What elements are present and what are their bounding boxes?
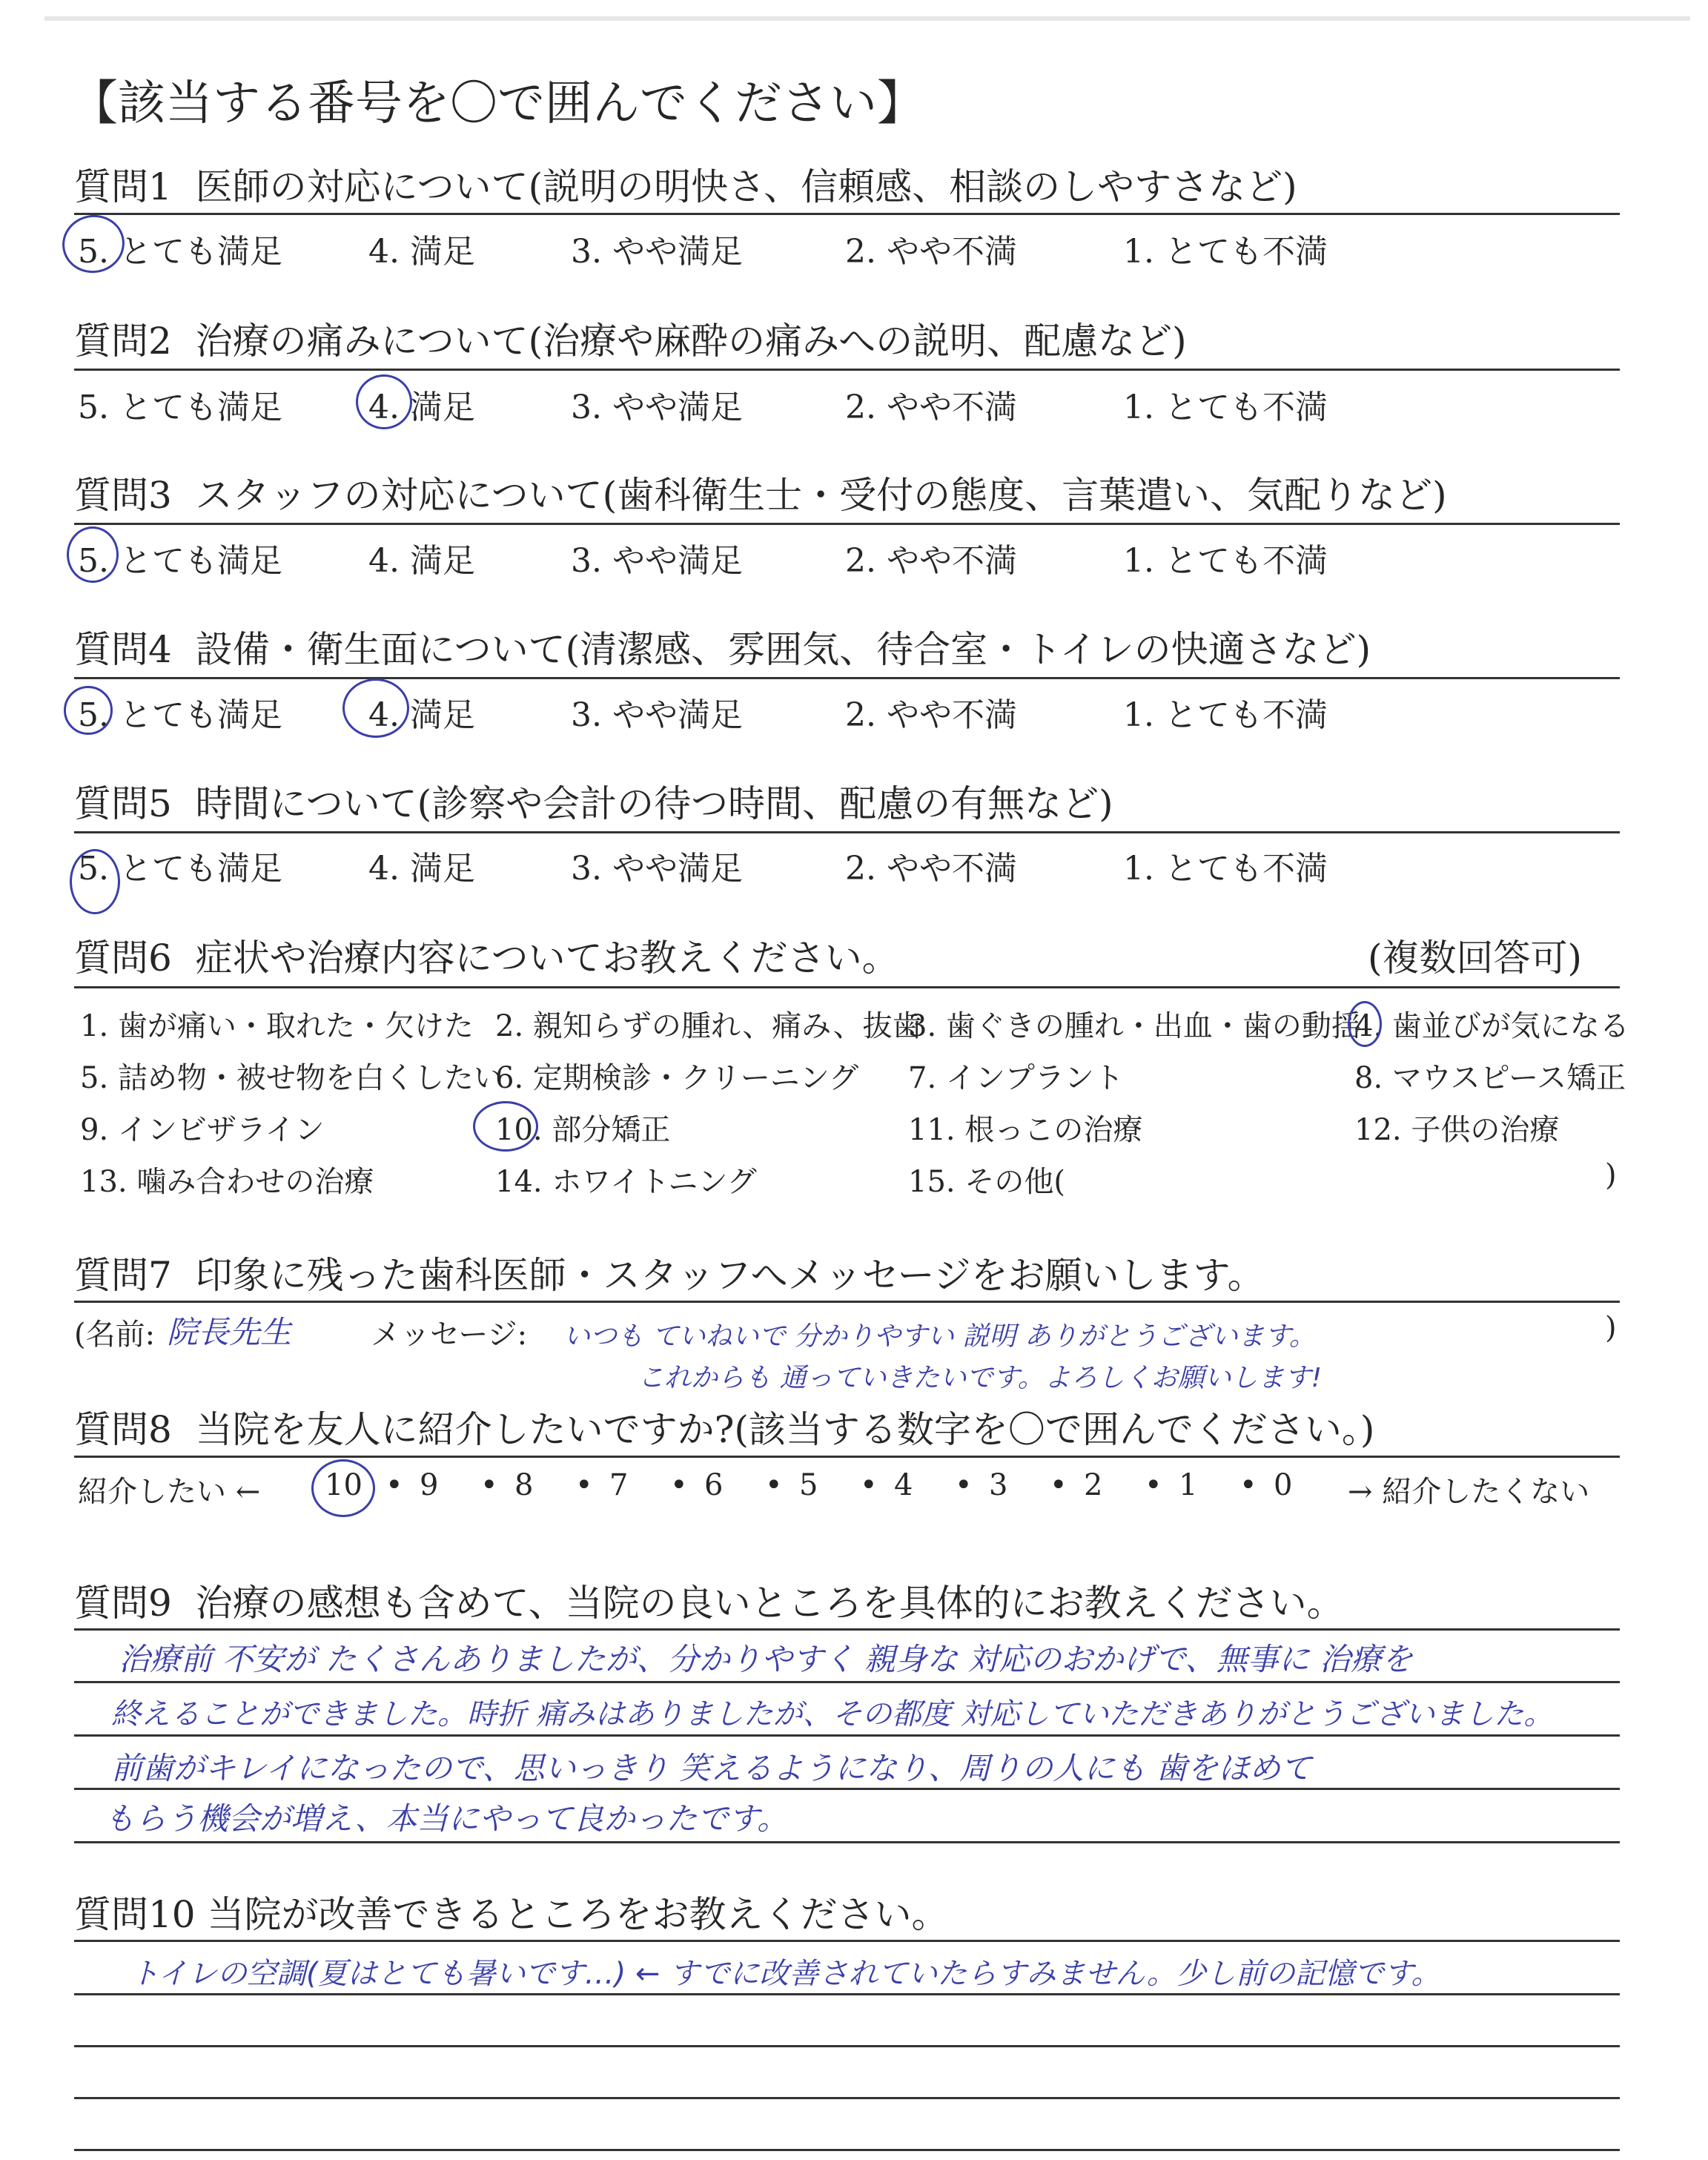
q8-scale-separator: •: [480, 1468, 498, 1502]
q10-text: 当院が改善できるところをお教えください。: [207, 1893, 949, 1936]
q6-item-10[interactable]: 10. 部分矯正: [495, 1113, 671, 1147]
q8-scale-5[interactable]: 5: [799, 1468, 818, 1502]
q8-label: 質問8: [74, 1408, 172, 1451]
q5-label: 質問5: [74, 782, 172, 825]
q7-close-paren: ): [1605, 1311, 1617, 1345]
q8-selection-circle: [311, 1459, 375, 1517]
q3-option-3[interactable]: 3. やや満足: [571, 542, 743, 580]
q2-option-2[interactable]: 2. やや不満: [845, 389, 1017, 426]
q10-rule-0: [74, 1940, 1620, 1942]
q7-message-line-2: これからも 通っていきたいです。よろしくお願いします!: [638, 1363, 1322, 1393]
q8-left-label: 紹介したい ←: [78, 1475, 261, 1509]
q8-scale-separator: •: [955, 1468, 973, 1502]
q8-heading: [74, 1400, 1374, 1453]
q6-item-6[interactable]: 6. 定期検診・クリーニング: [495, 1061, 859, 1095]
q2-label: 質問2: [74, 320, 172, 363]
q6-rule: [74, 986, 1620, 988]
q4-selection-circle-5: [64, 686, 113, 735]
q7-message-line-1: いつも ていねいで 分かりやすい 説明 ありがとうございます。: [563, 1321, 1316, 1352]
q6-text: 症状や治療内容についてお教えください。: [195, 937, 899, 980]
q9-rule-0: [74, 1628, 1620, 1631]
q3-option-4[interactable]: 4. 満足: [368, 542, 475, 580]
q5-rule: [74, 831, 1620, 833]
q6-item-12[interactable]: 12. 子供の治療: [1354, 1113, 1560, 1147]
q8-scale-separator: •: [670, 1468, 688, 1502]
q8-scale-separator: •: [385, 1468, 403, 1502]
q1-text: 医師の対応について(説明の明快さ、信頼感、相談のしやすさなど): [195, 165, 1297, 208]
q3-label: 質問3: [74, 474, 172, 517]
q1-option-5[interactable]: 5. とても満足: [78, 233, 282, 271]
q3-heading: [74, 466, 1447, 519]
q2-option-5[interactable]: 5. とても満足: [78, 389, 282, 426]
q8-scale-3[interactable]: 3: [989, 1468, 1008, 1502]
q8-scale-8[interactable]: 8: [514, 1468, 534, 1502]
q4-label: 質問4: [74, 628, 172, 671]
q7-text: 印象に残った歯科医師・スタッフへメッセージをお願いします。: [195, 1254, 1265, 1297]
q8-scale-9[interactable]: 9: [420, 1468, 439, 1502]
q6-item-15[interactable]: 15. その他(: [908, 1165, 1065, 1199]
q8-scale-separator: •: [1145, 1468, 1162, 1502]
q6-selection-circle-10: [473, 1101, 538, 1152]
q8-text: 当院を友人に紹介したいですか?(該当する数字を〇で囲んでください。): [195, 1408, 1375, 1451]
q4-option-4[interactable]: 4. 満足: [368, 696, 475, 734]
q4-option-2[interactable]: 2. やや不満: [845, 696, 1017, 734]
q3-selection-circle: [67, 526, 119, 583]
q8-scale-separator: •: [575, 1468, 593, 1502]
q5-option-5[interactable]: 5. とても満足: [78, 850, 282, 888]
q6-other-close-paren: ): [1605, 1158, 1617, 1192]
q6-item-13[interactable]: 13. 噛み合わせの治療: [80, 1165, 374, 1199]
q9-text: 治療の感想も含めて、当院の良いところを具体的にお教えください。: [195, 1582, 1344, 1625]
q9-answer-line-2: 終えることができました。時折 痛みはありましたが、その都度 対応していただきありがとうございました。: [111, 1697, 1554, 1731]
q4-rule: [74, 677, 1620, 679]
q9-answer-line-3: 前歯がキレイになったので、思いっきり 笑えるようになり、周りの人にも 歯をほめて: [111, 1750, 1312, 1786]
q9-answer-line-1: 治療前 不安が たくさんありましたが、分かりやすく 親身な 対応のおかげで、無事に 治療を: [119, 1641, 1413, 1677]
q7-name-label: (名前:: [74, 1318, 156, 1352]
q5-heading: [74, 774, 1113, 828]
q1-label: 質問1: [74, 165, 172, 208]
q7-message-label: メッセージ:: [371, 1318, 528, 1352]
q1-option-1[interactable]: 1. とても不満: [1123, 233, 1328, 271]
q6-item-3[interactable]: 3. 歯ぐきの腫れ・出血・歯の動揺: [908, 1009, 1361, 1043]
q6-item-8[interactable]: 8. マウスピース矯正: [1354, 1061, 1626, 1095]
q2-rule: [74, 369, 1620, 371]
q8-scale-separator: •: [1239, 1468, 1257, 1502]
q6-item-4[interactable]: 4. 歯並びが気になる: [1354, 1009, 1629, 1043]
q8-scale-separator: •: [860, 1468, 878, 1502]
q7-label: 質問7: [74, 1254, 172, 1297]
q7-heading: [74, 1246, 1265, 1299]
q8-scale-1[interactable]: 1: [1179, 1468, 1198, 1502]
top-border: [44, 16, 1690, 21]
q1-option-2[interactable]: 2. やや不満: [845, 233, 1017, 271]
q3-option-2[interactable]: 2. やや不満: [845, 542, 1017, 580]
q8-scale-4[interactable]: 4: [894, 1468, 913, 1502]
q6-item-11[interactable]: 11. 根っこの治療: [908, 1113, 1143, 1147]
q5-option-1[interactable]: 1. とても不満: [1123, 850, 1328, 888]
q8-scale-6[interactable]: 6: [704, 1468, 724, 1502]
q6-heading: [74, 928, 899, 982]
q5-option-3[interactable]: 3. やや満足: [571, 850, 743, 888]
q7-rule: [74, 1301, 1620, 1303]
q2-option-4[interactable]: 4. 満足: [368, 389, 475, 426]
q6-label: 質問6: [74, 937, 172, 980]
q6-note: (複数回答可): [1368, 937, 1583, 980]
q9-rule-4: [74, 1841, 1620, 1843]
q5-selection-circle: [70, 849, 120, 914]
q3-text: スタッフの対応について(歯科衛生士・受付の態度、言葉遣い、気配りなど): [195, 474, 1447, 517]
q5-option-2[interactable]: 2. やや不満: [845, 850, 1017, 888]
q9-label: 質問9: [74, 1582, 172, 1625]
q9-rule-1: [74, 1681, 1620, 1683]
q10-answer-line-1: トイレの空調(夏はとても暑いです…) ← すでに改善されていたらすみません。少し前の記憶です。: [130, 1957, 1441, 1991]
q1-heading: [74, 157, 1297, 211]
q3-option-5[interactable]: 5. とても満足: [78, 542, 282, 580]
q9-answer-line-4: もらう機会が増え、本当にやって良かったです。: [104, 1800, 789, 1837]
q8-scale-2[interactable]: 2: [1084, 1468, 1103, 1502]
q9-rule-3: [74, 1788, 1620, 1790]
q8-right-label: → 紹介したくない: [1348, 1475, 1590, 1509]
q9-rule-2: [74, 1734, 1620, 1737]
q10-rule-2: [74, 2045, 1620, 2047]
q9-heading: [74, 1573, 1344, 1627]
q6-item-7[interactable]: 7. インプラント: [908, 1061, 1124, 1095]
q10-rule-3: [74, 2097, 1620, 2099]
q8-rule: [74, 1456, 1620, 1458]
q10-rule-4: [74, 2149, 1620, 2151]
q8-scale-separator: •: [765, 1468, 783, 1502]
q10-rule-1: [74, 1993, 1620, 1995]
q8-scale-separator: •: [1050, 1468, 1068, 1502]
q5-text: 時間について(診察や会計の待つ時間、配慮の有無など): [195, 782, 1113, 825]
form-title: 【該当する番号を〇で囲んでください】: [70, 76, 924, 131]
q4-heading: [74, 620, 1371, 673]
q2-text: 治療の痛みについて(治療や麻酔の痛みへの説明、配慮など): [195, 320, 1187, 363]
q8-scale-7[interactable]: 7: [609, 1468, 629, 1502]
q6-item-2[interactable]: 2. 親知らずの腫れ、痛み、抜歯: [495, 1009, 922, 1043]
q4-text: 設備・衛生面について(清潔感、雰囲気、待合室・トイレの快適さなど): [195, 628, 1371, 671]
q3-option-1[interactable]: 1. とても不満: [1123, 542, 1328, 580]
q10-heading: [74, 1885, 949, 1938]
q7-name-value: 院長先生: [167, 1314, 292, 1350]
q4-option-5[interactable]: 5. とても満足: [78, 696, 282, 734]
q1-rule: [74, 213, 1620, 215]
q4-selection-circle-4: [342, 678, 409, 738]
q2-selection-circle: [356, 374, 412, 429]
q2-option-3[interactable]: 3. やや満足: [571, 389, 743, 426]
q6-item-9[interactable]: 9. インビザライン: [80, 1113, 325, 1147]
q4-option-1[interactable]: 1. とても不満: [1123, 696, 1328, 734]
q1-option-3[interactable]: 3. やや満足: [571, 233, 743, 271]
q6-selection-circle-4: [1348, 1001, 1382, 1047]
q6-item-5[interactable]: 5. 詰め物・被せ物を白くしたい: [80, 1061, 503, 1095]
q1-option-4[interactable]: 4. 満足: [368, 233, 475, 271]
q6-item-14[interactable]: 14. ホワイトニング: [495, 1165, 757, 1199]
q8-scale-0[interactable]: 0: [1274, 1468, 1293, 1502]
q2-option-1[interactable]: 1. とても不満: [1123, 389, 1328, 426]
q2-heading: [74, 311, 1187, 365]
q8-scale-10[interactable]: 10: [325, 1468, 363, 1502]
q5-option-4[interactable]: 4. 満足: [368, 850, 475, 888]
q3-rule: [74, 523, 1620, 525]
q6-item-1[interactable]: 1. 歯が痛い・取れた・欠けた: [80, 1009, 474, 1043]
q4-option-3[interactable]: 3. やや満足: [571, 696, 743, 734]
q10-label: 質問10: [74, 1893, 196, 1936]
